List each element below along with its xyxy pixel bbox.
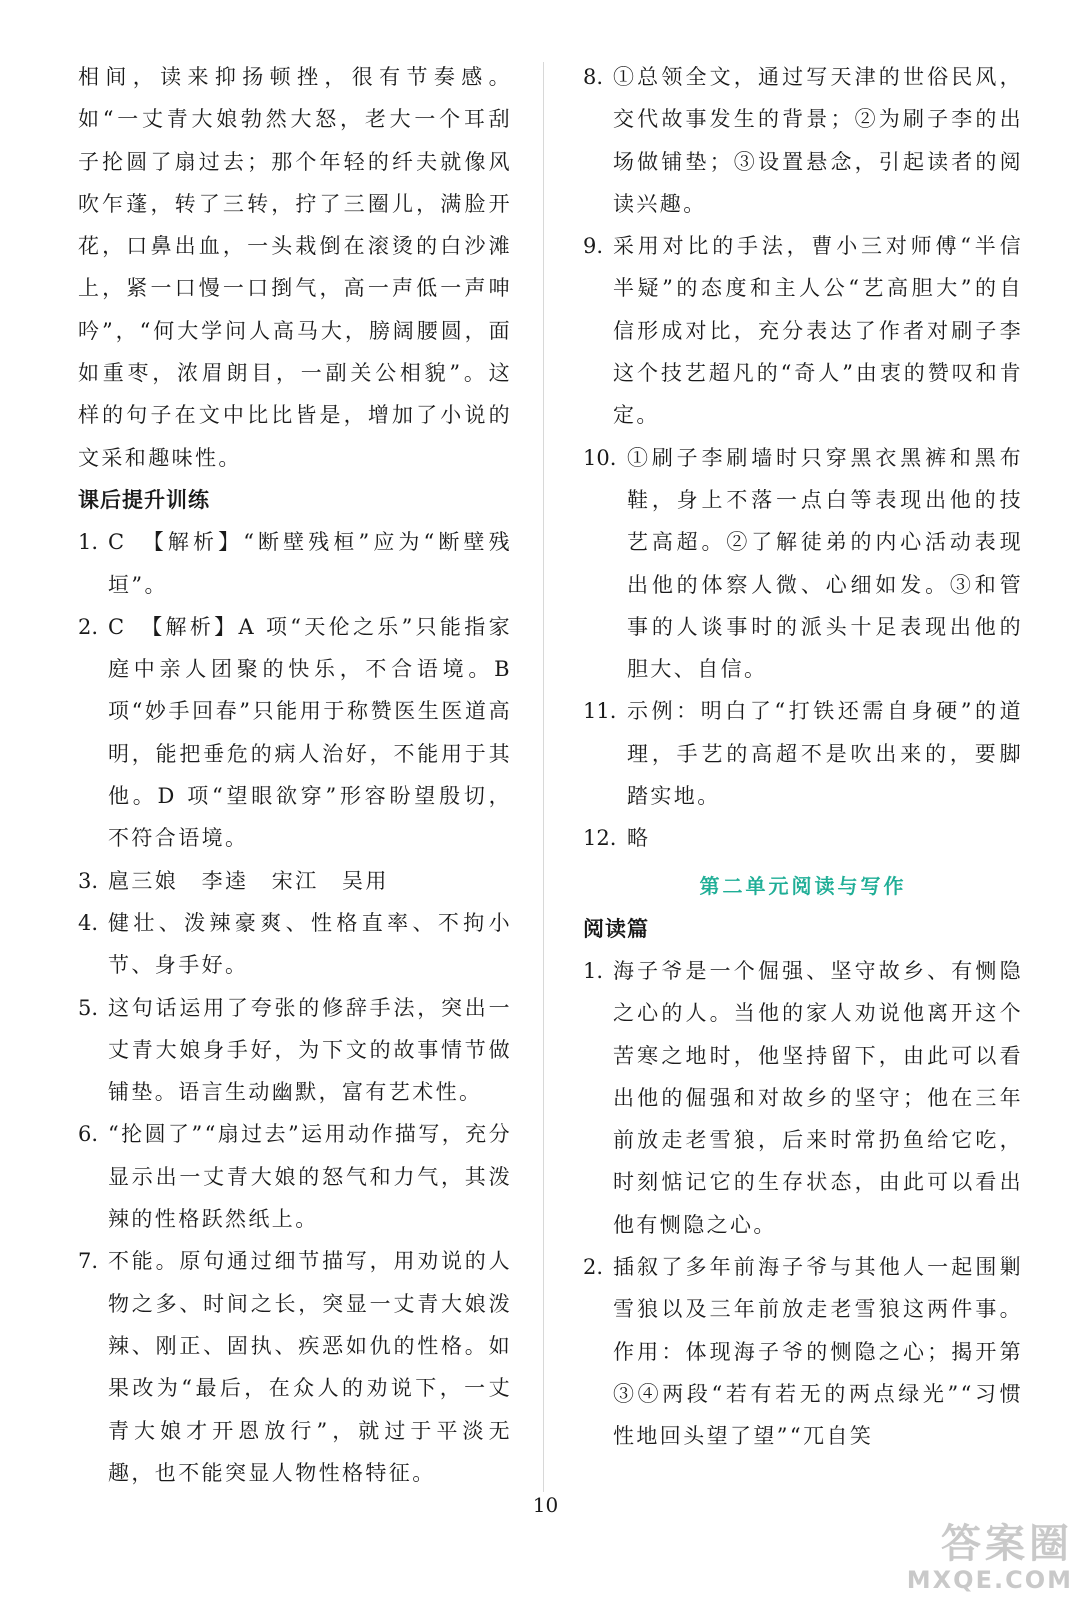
answer-number: 8. bbox=[583, 65, 604, 89]
answer-text: 不能。原句通过细节描写，用劝说的人物之多、时间之长，突显一丈青大娘泼辣、刚正、固执、疾恶如仇的性格。如果改为“最后，在众人的劝说下，一丈青大娘才开恩放行”，就过于平淡无趣，也不能突显人物性格特征。 bbox=[108, 1249, 512, 1485]
answer-item bbox=[583, 690, 1023, 817]
page-number: 10 bbox=[532, 1493, 559, 1517]
answer-text: 扈三娘 李逵 宋江 吴用 bbox=[108, 868, 389, 893]
answer-number: 2. bbox=[78, 614, 99, 639]
answer-text: 健壮、泼辣豪爽、性格直率、不拘小节、身手好。 bbox=[108, 910, 512, 978]
answer-item bbox=[78, 987, 512, 1114]
left-column bbox=[78, 56, 512, 1494]
answer-text: 采用对比的手法，曹小三对师傅“半信半疑”的态度和主人公“艺高胆大”的自信形成对比，充分表达了作者对刷子李这个技艺超凡的“奇人”由衷的赞叹和肯定。 bbox=[613, 234, 1023, 428]
right-column bbox=[583, 56, 1023, 1458]
answer-text: C 【解析】“断壁残桓”应为“断壁残垣”。 bbox=[108, 530, 512, 597]
answer-number: 6. bbox=[78, 1122, 99, 1147]
column-divider bbox=[543, 62, 544, 1492]
answer-text: ①刷子李刷墙时只穿黑衣黑裤和黑布鞋，身上不落一点白等表现出他的技艺高超。②了解徒弟的内心活动表现出他的体察人微、心细如发。③和管事的人谈事时的派头十足表现出他的胆大、自信。 bbox=[627, 445, 1023, 682]
answer-item bbox=[583, 1246, 1023, 1457]
answer-item bbox=[78, 1113, 512, 1240]
answer-item bbox=[78, 521, 512, 606]
answer-number: 11. bbox=[583, 699, 617, 724]
answer-text: 插叙了多年前海子爷与其他人一起围剿雪狼以及三年前放走老雪狼这两件事。作用：体现海子爷的恻隐之心；揭开第③④两段“若有若无的两点绿光”“习惯性地回头望了望”“兀自笑 bbox=[613, 1255, 1023, 1449]
answer-text: C 【解析】A 项“天伦之乐”只能指家庭中亲人团聚的快乐，不合语境。B 项“妙手回春”只能用于称赞医生医道高明，能把垂危的病人治好，不能用于其他。D 项“望眼欲穿”形容盼望殷切，不符合语境。 bbox=[108, 614, 512, 851]
watermark-logo: 答案圈 bbox=[941, 1521, 1073, 1567]
answer-number: 12. bbox=[583, 826, 617, 851]
answer-number: 4. bbox=[78, 910, 99, 935]
answer-number: 1. bbox=[583, 958, 604, 983]
watermark-url: MXQE.COM bbox=[906, 1566, 1073, 1594]
answer-item bbox=[78, 902, 512, 987]
answer-item bbox=[583, 950, 1023, 1246]
answer-text: 示例：明白了“打铁还需自身硬”的道理，手艺的高超不是吹出来的，要脚踏实地。 bbox=[627, 699, 1023, 809]
unit-banner: 第二单元阅读与写作 bbox=[699, 873, 907, 898]
answer-item bbox=[583, 817, 1023, 859]
answer-text: ①总领全文，通过写天津的世俗民风，交代故事发生的背景；②为刷子李的出场做铺垫；③设置悬念，引起读者的阅读兴趣。 bbox=[613, 65, 1023, 216]
watermark bbox=[907, 1522, 1073, 1594]
section-heading-practice: 课后提升训练 bbox=[78, 487, 210, 512]
answer-list-reading bbox=[583, 950, 1023, 1458]
section-heading-reading: 阅读篇 bbox=[583, 916, 649, 941]
answer-number: 10. bbox=[583, 445, 617, 470]
answer-list-right bbox=[583, 56, 1023, 860]
answer-number: 2. bbox=[583, 1255, 604, 1280]
answer-list-left bbox=[78, 521, 512, 1494]
answer-item bbox=[583, 437, 1023, 691]
answer-number: 5. bbox=[78, 995, 99, 1020]
answer-number: 3. bbox=[78, 868, 99, 893]
answer-text: 略 bbox=[627, 826, 651, 851]
answer-number: 1. bbox=[78, 530, 99, 555]
answer-item bbox=[78, 1240, 512, 1494]
answer-item bbox=[78, 606, 512, 860]
answer-text: “抡圆了”“扇过去”运用动作描写，充分显示出一丈青大娘的怒气和力气，其泼辣的性格跃然纸上。 bbox=[108, 1122, 512, 1232]
answer-text: 海子爷是一个倔强、坚守故乡、有恻隐之心的人。当他的家人劝说他离开这个苦寒之地时，他坚持留下，由此可以看出他的倔强和对故乡的坚守；他在三年前放走老雪狼，后来时常扔鱼给它吃，时刻惦记它的生存状态，由此可以看出他有恻隐之心。 bbox=[613, 958, 1023, 1237]
answer-text: 这句话运用了夸张的修辞手法，突出一丈青大娘身手好，为下文的故事情节做铺垫。语言生动幽默，富有艺术性。 bbox=[108, 995, 512, 1105]
intro-paragraph: 相间，读来抑扬顿挫，很有节奏感。如“一丈青大娘勃然大怒，老大一个耳刮子抡圆了扇过去；那个年轻的纤夫就像风吹乍蓬，转了三转，拧了三圈儿，满脸开花，口鼻出血，一头栽倒在滚烫的白沙滩上，紧一口慢一口捯气，高一声低一声呻吟”，“何大学问人高马大，膀阔腰圆，面如重枣，浓眉朗目，一副关公相貌”。这样的句子在文中比比皆是，增加了小说的文采和趣味性。 bbox=[78, 65, 512, 470]
answer-item bbox=[78, 860, 512, 902]
answer-number: 9. bbox=[583, 234, 604, 259]
answer-item bbox=[583, 225, 1023, 436]
answer-item bbox=[583, 56, 1023, 225]
answer-number: 7. bbox=[78, 1249, 99, 1274]
